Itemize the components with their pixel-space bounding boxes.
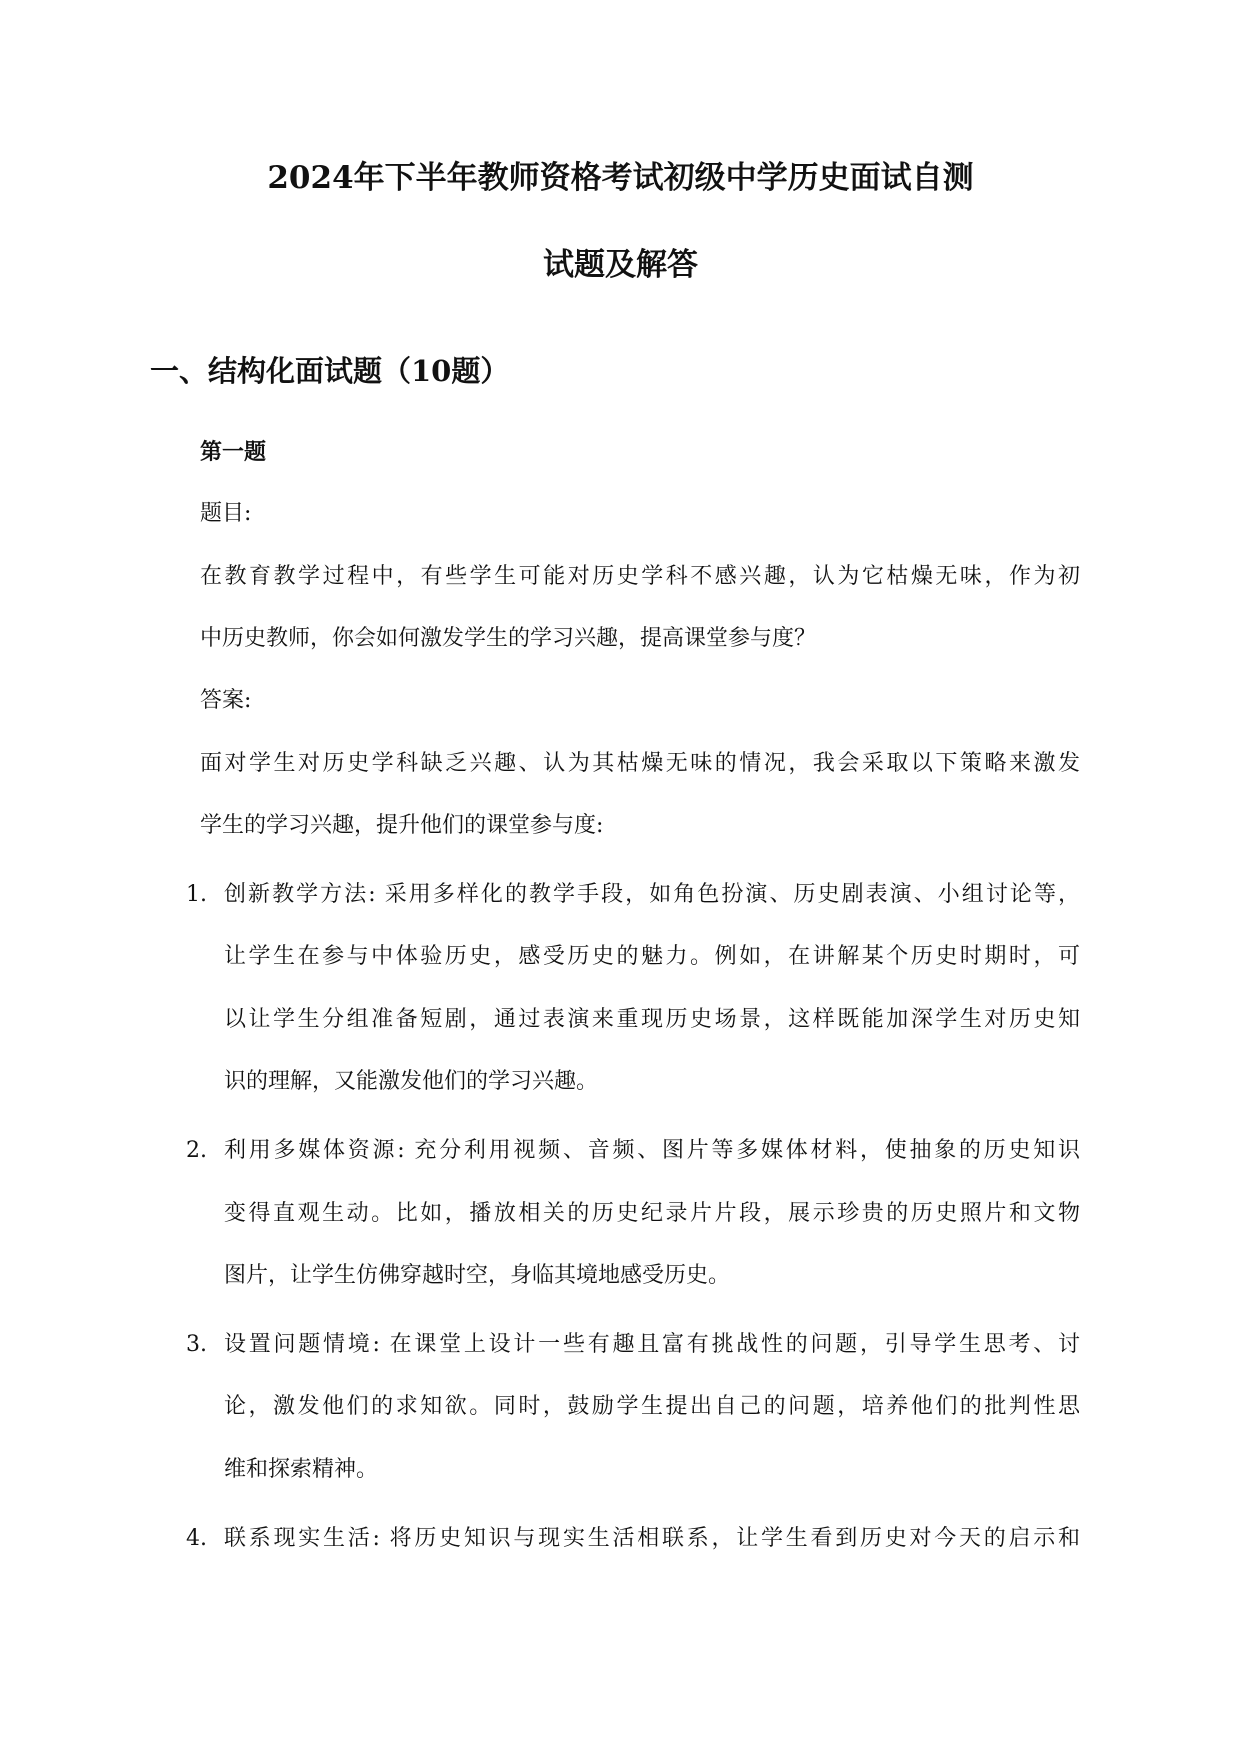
list-item-line: 让学生在参与中体验历史，感受历史的魅力。例如，在讲解某个历史时期时，可 (224, 944, 1080, 969)
prompt-line: 中历史教师，你会如何激发学生的学习兴趣，提高课堂参与度？ (200, 626, 817, 651)
document-title-line-2: 试题及解答 (543, 247, 698, 283)
list-item-line: 变得直观生动。比如，播放相关的历史纪录片片段，展示珍贵的历史照片和文物 (224, 1201, 1080, 1226)
list-item-line: 图片，让学生仿佛穿越时空，身临其境地感受历史。 (224, 1263, 731, 1288)
list-item-line: 创新教学方法: 采用多样化的教学手段，如角色扮演、历史剧表演、小组讨论等， (224, 882, 1080, 907)
list-item-line: 联系现实生活: 将历史知识与现实生活相联系，让学生看到历史对今天的启示和 (224, 1526, 1080, 1551)
list-number: 2. (186, 1138, 207, 1163)
list-number: 3. (186, 1332, 207, 1357)
document-title-line-1: 2024年下半年教师资格考试初级中学历史面试自测 (267, 160, 974, 196)
list-item-line: 论，激发他们的求知欲。同时，鼓励学生提出自己的问题，培养他们的批判性思 (224, 1394, 1080, 1419)
answer-intro-line: 面对学生对历史学科缺乏兴趣、认为其枯燥无味的情况，我会采取以下策略来激发 (200, 751, 1080, 776)
list-item-line: 维和探索精神。 (224, 1457, 379, 1482)
list-item-line: 利用多媒体资源: 充分利用视频、音频、图片等多媒体材料，使抽象的历史知识 (224, 1138, 1080, 1163)
answer-label: 答案: (200, 688, 252, 713)
prompt-line: 在教育教学过程中，有些学生可能对历史学科不感兴趣，认为它枯燥无味，作为初 (200, 564, 1080, 589)
list-item-line: 以让学生分组准备短剧，通过表演来重现历史场景，这样既能加深学生对历史知 (224, 1007, 1080, 1032)
list-number: 1. (186, 882, 207, 907)
list-number: 4. (186, 1526, 207, 1551)
section-heading: 一、结构化面试题（10题） (150, 354, 510, 388)
prompt-label: 题目: (200, 501, 252, 526)
list-item-line: 识的理解，又能激发他们的学习兴趣。 (224, 1069, 599, 1094)
answer-intro-line: 学生的学习兴趣，提升他们的课堂参与度: (200, 813, 604, 838)
question-heading: 第一题 (200, 439, 267, 465)
list-item-line: 设置问题情境: 在课堂上设计一些有趣且富有挑战性的问题，引导学生思考、讨 (224, 1332, 1080, 1357)
